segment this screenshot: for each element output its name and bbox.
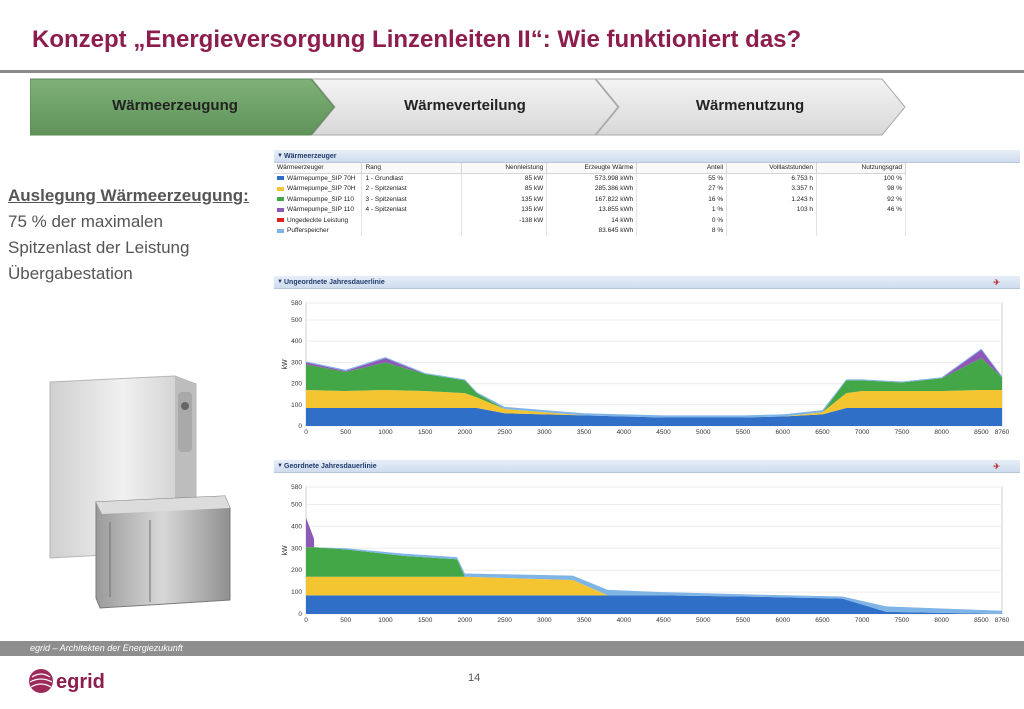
table-cell-hours bbox=[727, 226, 817, 237]
cell-text: 14 kWh bbox=[611, 216, 634, 224]
cell-text: 1 % bbox=[711, 206, 724, 214]
design-line-3: Übergabestation bbox=[8, 264, 133, 283]
y-tick-label: 300 bbox=[291, 359, 302, 367]
cell-text: 92 % bbox=[887, 195, 902, 203]
unordered-chart bbox=[274, 289, 1020, 436]
cell-text: 135 kW bbox=[521, 206, 544, 214]
table-cell-hours bbox=[727, 194, 817, 205]
series-color-swatch bbox=[277, 176, 284, 180]
cell-text: Pufferspeicher bbox=[287, 227, 329, 235]
table-cell-name bbox=[274, 173, 362, 184]
cell-text: 27 % bbox=[708, 185, 724, 193]
table-cell-name bbox=[274, 215, 362, 226]
x-tick-label: 1500 bbox=[417, 617, 433, 624]
y-axis-label: kW bbox=[282, 545, 289, 556]
cell-text: 1.243 h bbox=[791, 195, 814, 203]
x-tick-label: 1500 bbox=[417, 429, 433, 436]
x-tick-label: 500 bbox=[340, 617, 352, 624]
table-cell-heat bbox=[547, 184, 637, 195]
x-tick-label: 3500 bbox=[576, 429, 592, 436]
x-tick-label: 8500 bbox=[974, 617, 989, 624]
title-divider bbox=[0, 70, 1024, 73]
cell-text: 1 - Grundlast bbox=[365, 175, 404, 182]
y-tick-label: 400 bbox=[291, 338, 302, 346]
heat-pump-image bbox=[40, 372, 240, 612]
table-cell-hours bbox=[727, 173, 817, 184]
cell-text: 285.386 kWh bbox=[594, 185, 634, 193]
table-cell-hours bbox=[727, 184, 817, 195]
step-waermenutzung[interactable]: Wärmenutzung bbox=[695, 97, 805, 114]
generator-table bbox=[274, 163, 906, 236]
y-tick-label: 100 bbox=[291, 401, 302, 409]
series-color-swatch bbox=[277, 187, 284, 191]
pin-icon[interactable]: ✈ bbox=[993, 462, 1000, 471]
cell-text: 573.998 kWh bbox=[594, 175, 634, 182]
x-tick-label: 4500 bbox=[656, 617, 671, 624]
cell-text: -138 kW bbox=[519, 216, 544, 224]
table-row[interactable] bbox=[274, 215, 906, 226]
cell-text: 85 kW bbox=[524, 175, 544, 182]
col-header[interactable]: Nutzungsgrad bbox=[817, 163, 906, 173]
table-cell-share bbox=[637, 194, 727, 205]
table-cell-rank bbox=[362, 184, 462, 195]
cell-text: 13.855 kWh bbox=[598, 206, 634, 214]
table-cell-heat bbox=[547, 194, 637, 205]
table-cell-power bbox=[462, 215, 547, 226]
table-cell-share bbox=[637, 173, 727, 184]
table-cell-power bbox=[462, 205, 547, 216]
cell-text: 83.645 kWh bbox=[598, 227, 634, 235]
y-tick-label: 200 bbox=[291, 567, 302, 575]
x-tick-label: 8000 bbox=[934, 429, 949, 436]
x-tick-label: 5500 bbox=[735, 429, 751, 436]
x-tick-label: 8760 bbox=[994, 429, 1010, 436]
x-tick-label: 4000 bbox=[616, 429, 632, 436]
x-tick-label: 7500 bbox=[894, 429, 910, 436]
table-cell-hours bbox=[727, 205, 817, 216]
series-color-swatch bbox=[277, 229, 284, 233]
x-tick-label: 6000 bbox=[775, 617, 790, 624]
cell-text: 16 % bbox=[708, 195, 724, 203]
y-tick-label: 500 bbox=[291, 501, 302, 509]
y-tick-label: 200 bbox=[291, 380, 302, 388]
chart1-header[interactable] bbox=[274, 276, 1020, 289]
y-tick-label: 580 bbox=[291, 484, 302, 491]
series-color-swatch bbox=[277, 208, 284, 212]
x-tick-label: 8000 bbox=[934, 617, 949, 624]
x-tick-label: 6000 bbox=[775, 429, 790, 436]
table-cell-efficiency bbox=[817, 205, 906, 216]
x-tick-label: 8500 bbox=[974, 429, 989, 436]
cell-text: 6.753 h bbox=[791, 175, 814, 182]
table-cell-heat bbox=[547, 215, 637, 226]
cell-text: 55 % bbox=[708, 175, 724, 182]
chart2-title: Geordnete Jahresdauerlinie bbox=[284, 463, 377, 470]
x-tick-label: 1000 bbox=[378, 617, 393, 624]
table-cell-rank bbox=[362, 215, 462, 226]
table-cell-efficiency bbox=[817, 226, 906, 237]
cell-text: 135 kW bbox=[521, 195, 544, 203]
table-cell-share bbox=[637, 226, 727, 237]
cell-text: 100 % bbox=[883, 175, 902, 182]
chart1-title: Ungeordnete Jahresdauerlinie bbox=[284, 279, 385, 286]
table-cell-heat bbox=[547, 205, 637, 216]
table-row[interactable] bbox=[274, 205, 906, 216]
table-cell-name bbox=[274, 205, 362, 216]
cell-text: 8 % bbox=[711, 227, 724, 235]
table-cell-share bbox=[637, 215, 727, 226]
x-tick-label: 7500 bbox=[894, 617, 910, 624]
table-cell-name bbox=[274, 226, 362, 237]
cell-text: 167.822 kWh bbox=[594, 195, 634, 203]
y-tick-label: 300 bbox=[291, 545, 302, 553]
cell-text: 85 kW bbox=[524, 185, 544, 193]
x-tick-label: 3000 bbox=[537, 429, 552, 436]
table-cell-power bbox=[462, 173, 547, 184]
footer-tagline: egrid – Architekten der Energiezukunft bbox=[30, 643, 183, 653]
x-tick-label: 5000 bbox=[696, 429, 711, 436]
table-row[interactable] bbox=[274, 226, 906, 237]
process-steps bbox=[30, 78, 910, 136]
design-line-2: Spitzenlast der Leistung bbox=[8, 238, 190, 257]
series-color-swatch bbox=[277, 197, 284, 201]
col-header[interactable]: Wärmeerzeuger bbox=[274, 163, 362, 173]
x-tick-label: 3500 bbox=[576, 617, 592, 624]
table-cell-hours bbox=[727, 215, 817, 226]
table-cell-heat bbox=[547, 226, 637, 237]
cell-text: 2 - Spitzenlast bbox=[365, 185, 407, 193]
x-tick-label: 4500 bbox=[656, 429, 671, 436]
cell-text: Wärmepumpe_SIP 70H bbox=[287, 185, 356, 193]
x-tick-label: 5500 bbox=[735, 617, 751, 624]
y-tick-label: 100 bbox=[291, 589, 302, 597]
x-tick-label: 4000 bbox=[616, 617, 632, 624]
cell-text: Ungedeckte Leistung bbox=[287, 216, 349, 224]
table-cell-name bbox=[274, 184, 362, 195]
x-tick-label: 0 bbox=[304, 617, 308, 624]
table-row[interactable] bbox=[274, 184, 906, 195]
series-color-swatch bbox=[277, 218, 284, 222]
page-number: 14 bbox=[468, 672, 481, 684]
x-tick-label: 8760 bbox=[994, 617, 1010, 624]
col-header[interactable]: Rang bbox=[362, 163, 462, 173]
y-tick-label: 500 bbox=[291, 316, 302, 324]
table-cell-share bbox=[637, 205, 727, 216]
x-tick-label: 6500 bbox=[815, 617, 830, 624]
x-tick-label: 2500 bbox=[497, 429, 512, 436]
table-cell-efficiency bbox=[817, 215, 906, 226]
step-waermeverteilung[interactable]: Wärmeverteilung bbox=[404, 97, 526, 114]
generator-panel-header[interactable]: ▼ Wärmeerzeuger bbox=[274, 150, 1020, 163]
table-cell-rank bbox=[362, 173, 462, 184]
x-tick-label: 0 bbox=[304, 429, 308, 436]
cell-text: 0 % bbox=[711, 216, 724, 224]
cell-text: Wärmepumpe_SIP 70H bbox=[287, 175, 356, 182]
x-tick-label: 2500 bbox=[497, 617, 512, 624]
generator-table-panel bbox=[274, 150, 1020, 268]
x-tick-label: 7000 bbox=[854, 617, 870, 624]
collapse-icon[interactable]: ▼ bbox=[277, 463, 283, 469]
table-cell-name bbox=[274, 194, 362, 205]
x-tick-label: 5000 bbox=[696, 617, 711, 624]
col-header[interactable]: Nennleistung bbox=[462, 163, 547, 173]
table-row[interactable] bbox=[274, 194, 906, 205]
table-cell-heat bbox=[547, 173, 637, 184]
y-axis-label: kW bbox=[282, 359, 289, 370]
ordered-chart bbox=[274, 473, 1020, 624]
x-tick-label: 1000 bbox=[378, 429, 393, 436]
unordered-chart-panel bbox=[274, 276, 1020, 436]
table-cell-power bbox=[462, 226, 547, 237]
step-waermeerzeugung[interactable]: Wärmeerzeugung bbox=[112, 97, 238, 114]
design-line-1: 75 % der maximalen bbox=[8, 212, 163, 231]
cell-text: 46 % bbox=[887, 206, 902, 214]
table-cell-power bbox=[462, 194, 547, 205]
cell-text: 3 - Spitzenlast bbox=[365, 195, 407, 203]
col-header[interactable]: Anteil bbox=[637, 163, 727, 173]
cell-text: 103 h bbox=[796, 206, 814, 214]
y-tick-label: 580 bbox=[291, 300, 302, 307]
table-cell-efficiency bbox=[817, 184, 906, 195]
table-cell-rank bbox=[362, 226, 462, 237]
table-cell-efficiency bbox=[817, 194, 906, 205]
y-tick-label: 0 bbox=[298, 611, 302, 618]
col-header[interactable]: Volllaststunden bbox=[727, 163, 817, 173]
cell-text: Wärmepumpe_SIP 110 bbox=[287, 206, 354, 214]
x-tick-label: 2000 bbox=[457, 429, 473, 436]
page-title: Konzept „Energieversorgung Linzenleiten II“: Wie funktioniert das? bbox=[32, 26, 802, 53]
table-cell-efficiency bbox=[817, 173, 906, 184]
cell-text: 4 - Spitzenlast bbox=[365, 206, 407, 214]
cell-text: Wärmepumpe_SIP 110 bbox=[287, 195, 354, 203]
table-cell-rank bbox=[362, 194, 462, 205]
cell-text: 98 % bbox=[887, 185, 902, 193]
col-header[interactable]: Erzeugte Wärme bbox=[547, 163, 637, 173]
ordered-chart-panel bbox=[274, 460, 1020, 624]
table-cell-share bbox=[637, 184, 727, 195]
x-tick-label: 500 bbox=[340, 429, 352, 436]
collapse-icon[interactable]: ▼ bbox=[277, 279, 283, 285]
design-heading: Auslegung Wärmeerzeugung: bbox=[8, 186, 249, 205]
x-tick-label: 6500 bbox=[815, 429, 830, 436]
chart2-header[interactable] bbox=[274, 460, 1020, 473]
x-tick-label: 3000 bbox=[537, 617, 552, 624]
egrid-logo-icon bbox=[28, 668, 54, 694]
x-tick-label: 2000 bbox=[457, 617, 473, 624]
table-cell-power bbox=[462, 184, 547, 195]
table-cell-rank bbox=[362, 205, 462, 216]
cell-text: 3.357 h bbox=[791, 185, 814, 193]
pin-icon[interactable]: ✈ bbox=[993, 278, 1000, 287]
table-header-row bbox=[274, 163, 906, 173]
x-tick-label: 7000 bbox=[854, 429, 870, 436]
y-tick-label: 0 bbox=[298, 423, 302, 430]
collapse-icon[interactable]: ▼ bbox=[277, 153, 283, 159]
table-row[interactable] bbox=[274, 173, 906, 184]
y-tick-label: 400 bbox=[291, 523, 302, 531]
egrid-logo-text: egrid bbox=[56, 671, 105, 693]
